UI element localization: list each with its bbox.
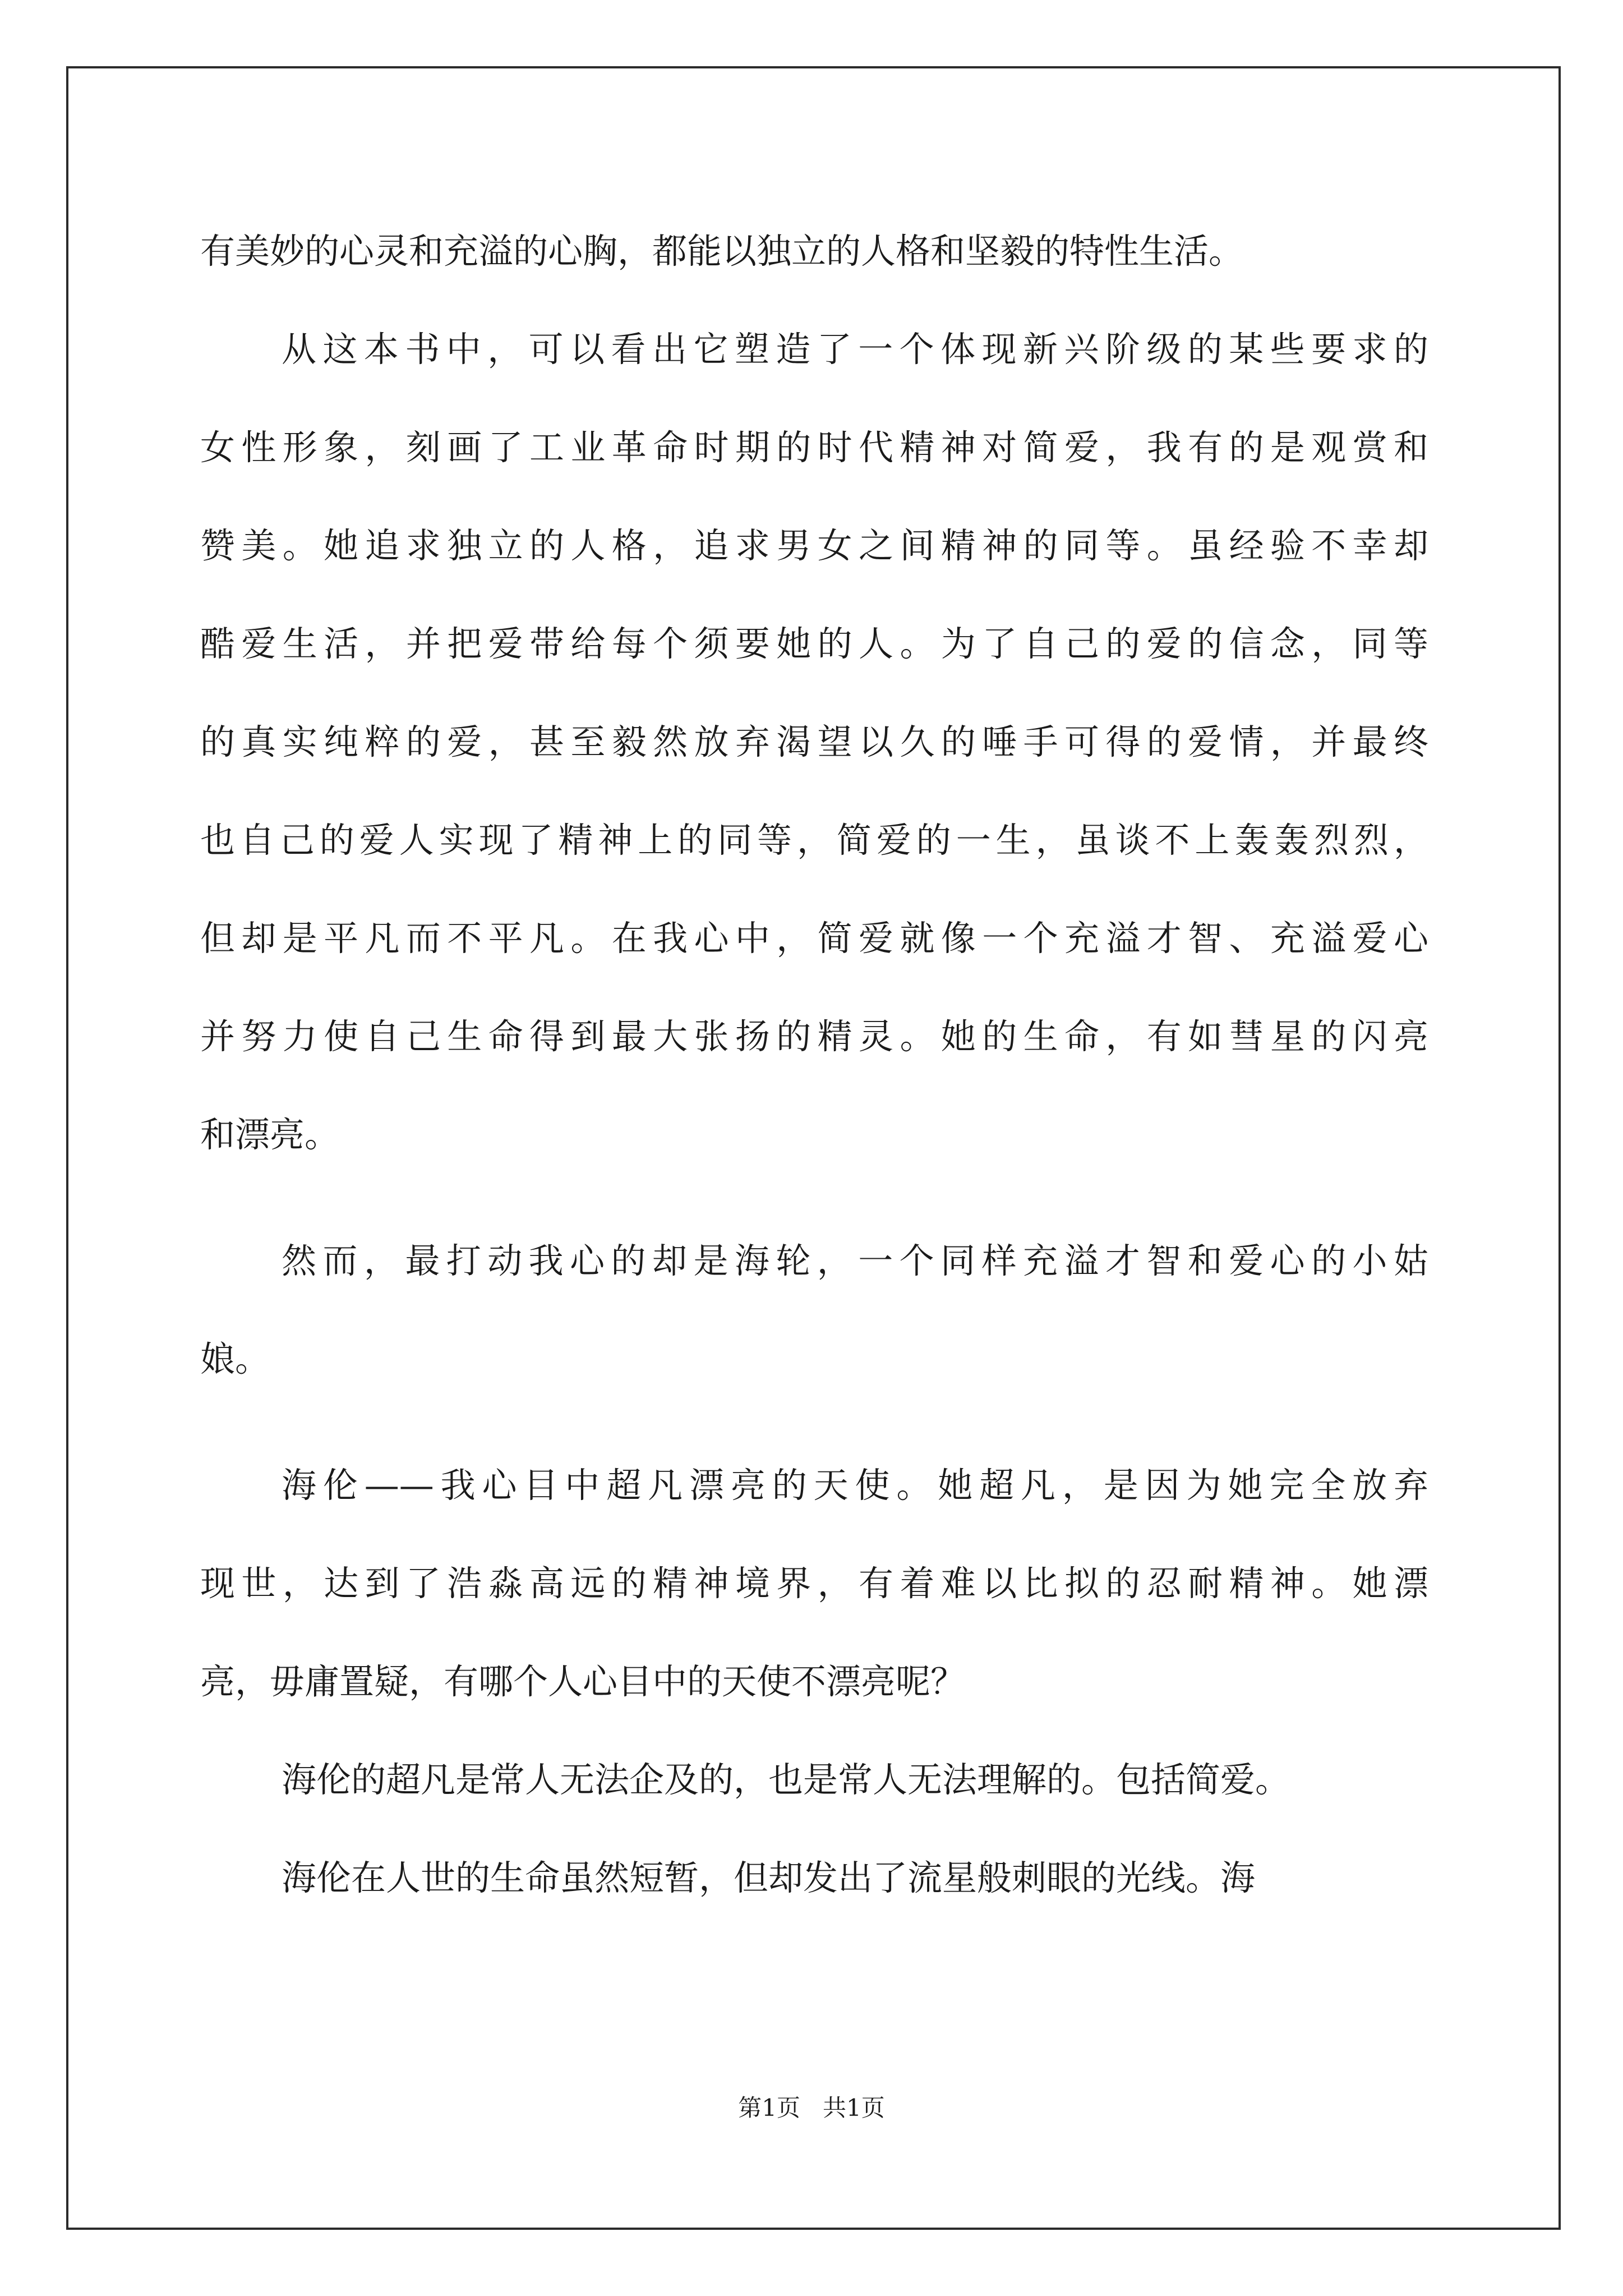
text-line: 的真实纯粹的爱，甚至毅然放弃渴望以久的唾手可得的爱情，并最终 bbox=[200, 721, 1428, 762]
text-line: 酷爱生活，并把爱带给每个须要她的人。为了自己的爱的信念，同等 bbox=[200, 623, 1428, 664]
paragraph-line: 海伦的超凡是常人无法企及的，也是常人无法理解的。包括简爱。 bbox=[282, 1759, 1290, 1800]
text-line: 亮，毋庸置疑，有哪个人心目中的天使不漂亮呢？ bbox=[200, 1661, 966, 1702]
paragraph-line: 海伦在人世的生命虽然短暂，但却发出了流星般刺眼的光线。海 bbox=[282, 1857, 1256, 1898]
paragraph-line: 从这本书中，可以看出它塑造了一个体现新兴阶级的某些要求的 bbox=[282, 329, 1428, 370]
text-line: 赞美。她追求独立的人格，追求男女之间精神的同等。虽经验不幸却 bbox=[200, 525, 1428, 566]
text-line: 并努力使自己生命得到最大张扬的精灵。她的生命，有如彗星的闪亮 bbox=[200, 1016, 1428, 1057]
text-line: 也自己的爱人实现了精神上的同等，简爱的一生，虽谈不上轰轰烈烈， bbox=[200, 820, 1428, 861]
page-total: 共1页 bbox=[823, 2094, 885, 2122]
text-line: 女性形象，刻画了工业革命时期的时代精神对简爱，我有的是观赏和 bbox=[200, 427, 1428, 468]
text-line: 和漂亮。 bbox=[200, 1114, 340, 1155]
page-number: 第1页 bbox=[738, 2094, 800, 2122]
paragraph-line: 海伦——我心目中超凡漂亮的天使。她超凡，是因为她完全放弃 bbox=[282, 1465, 1428, 1506]
paragraph-line: 然而，最打动我心的却是海轮，一个同样充溢才智和爱心的小姑 bbox=[282, 1240, 1428, 1281]
text-line: 娘。 bbox=[200, 1338, 270, 1379]
page-footer bbox=[0, 2091, 1623, 2125]
text-line: 有美妙的心灵和充溢的心胸，都能以独立的人格和坚毅的特性生活。 bbox=[200, 231, 1244, 272]
text-line: 但却是平凡而不平凡。在我心中，简爱就像一个充溢才智、充溢爱心 bbox=[200, 918, 1428, 959]
text-line: 现世，达到了浩淼高远的精神境界，有着难以比拟的忍耐精神。她漂 bbox=[200, 1563, 1428, 1604]
